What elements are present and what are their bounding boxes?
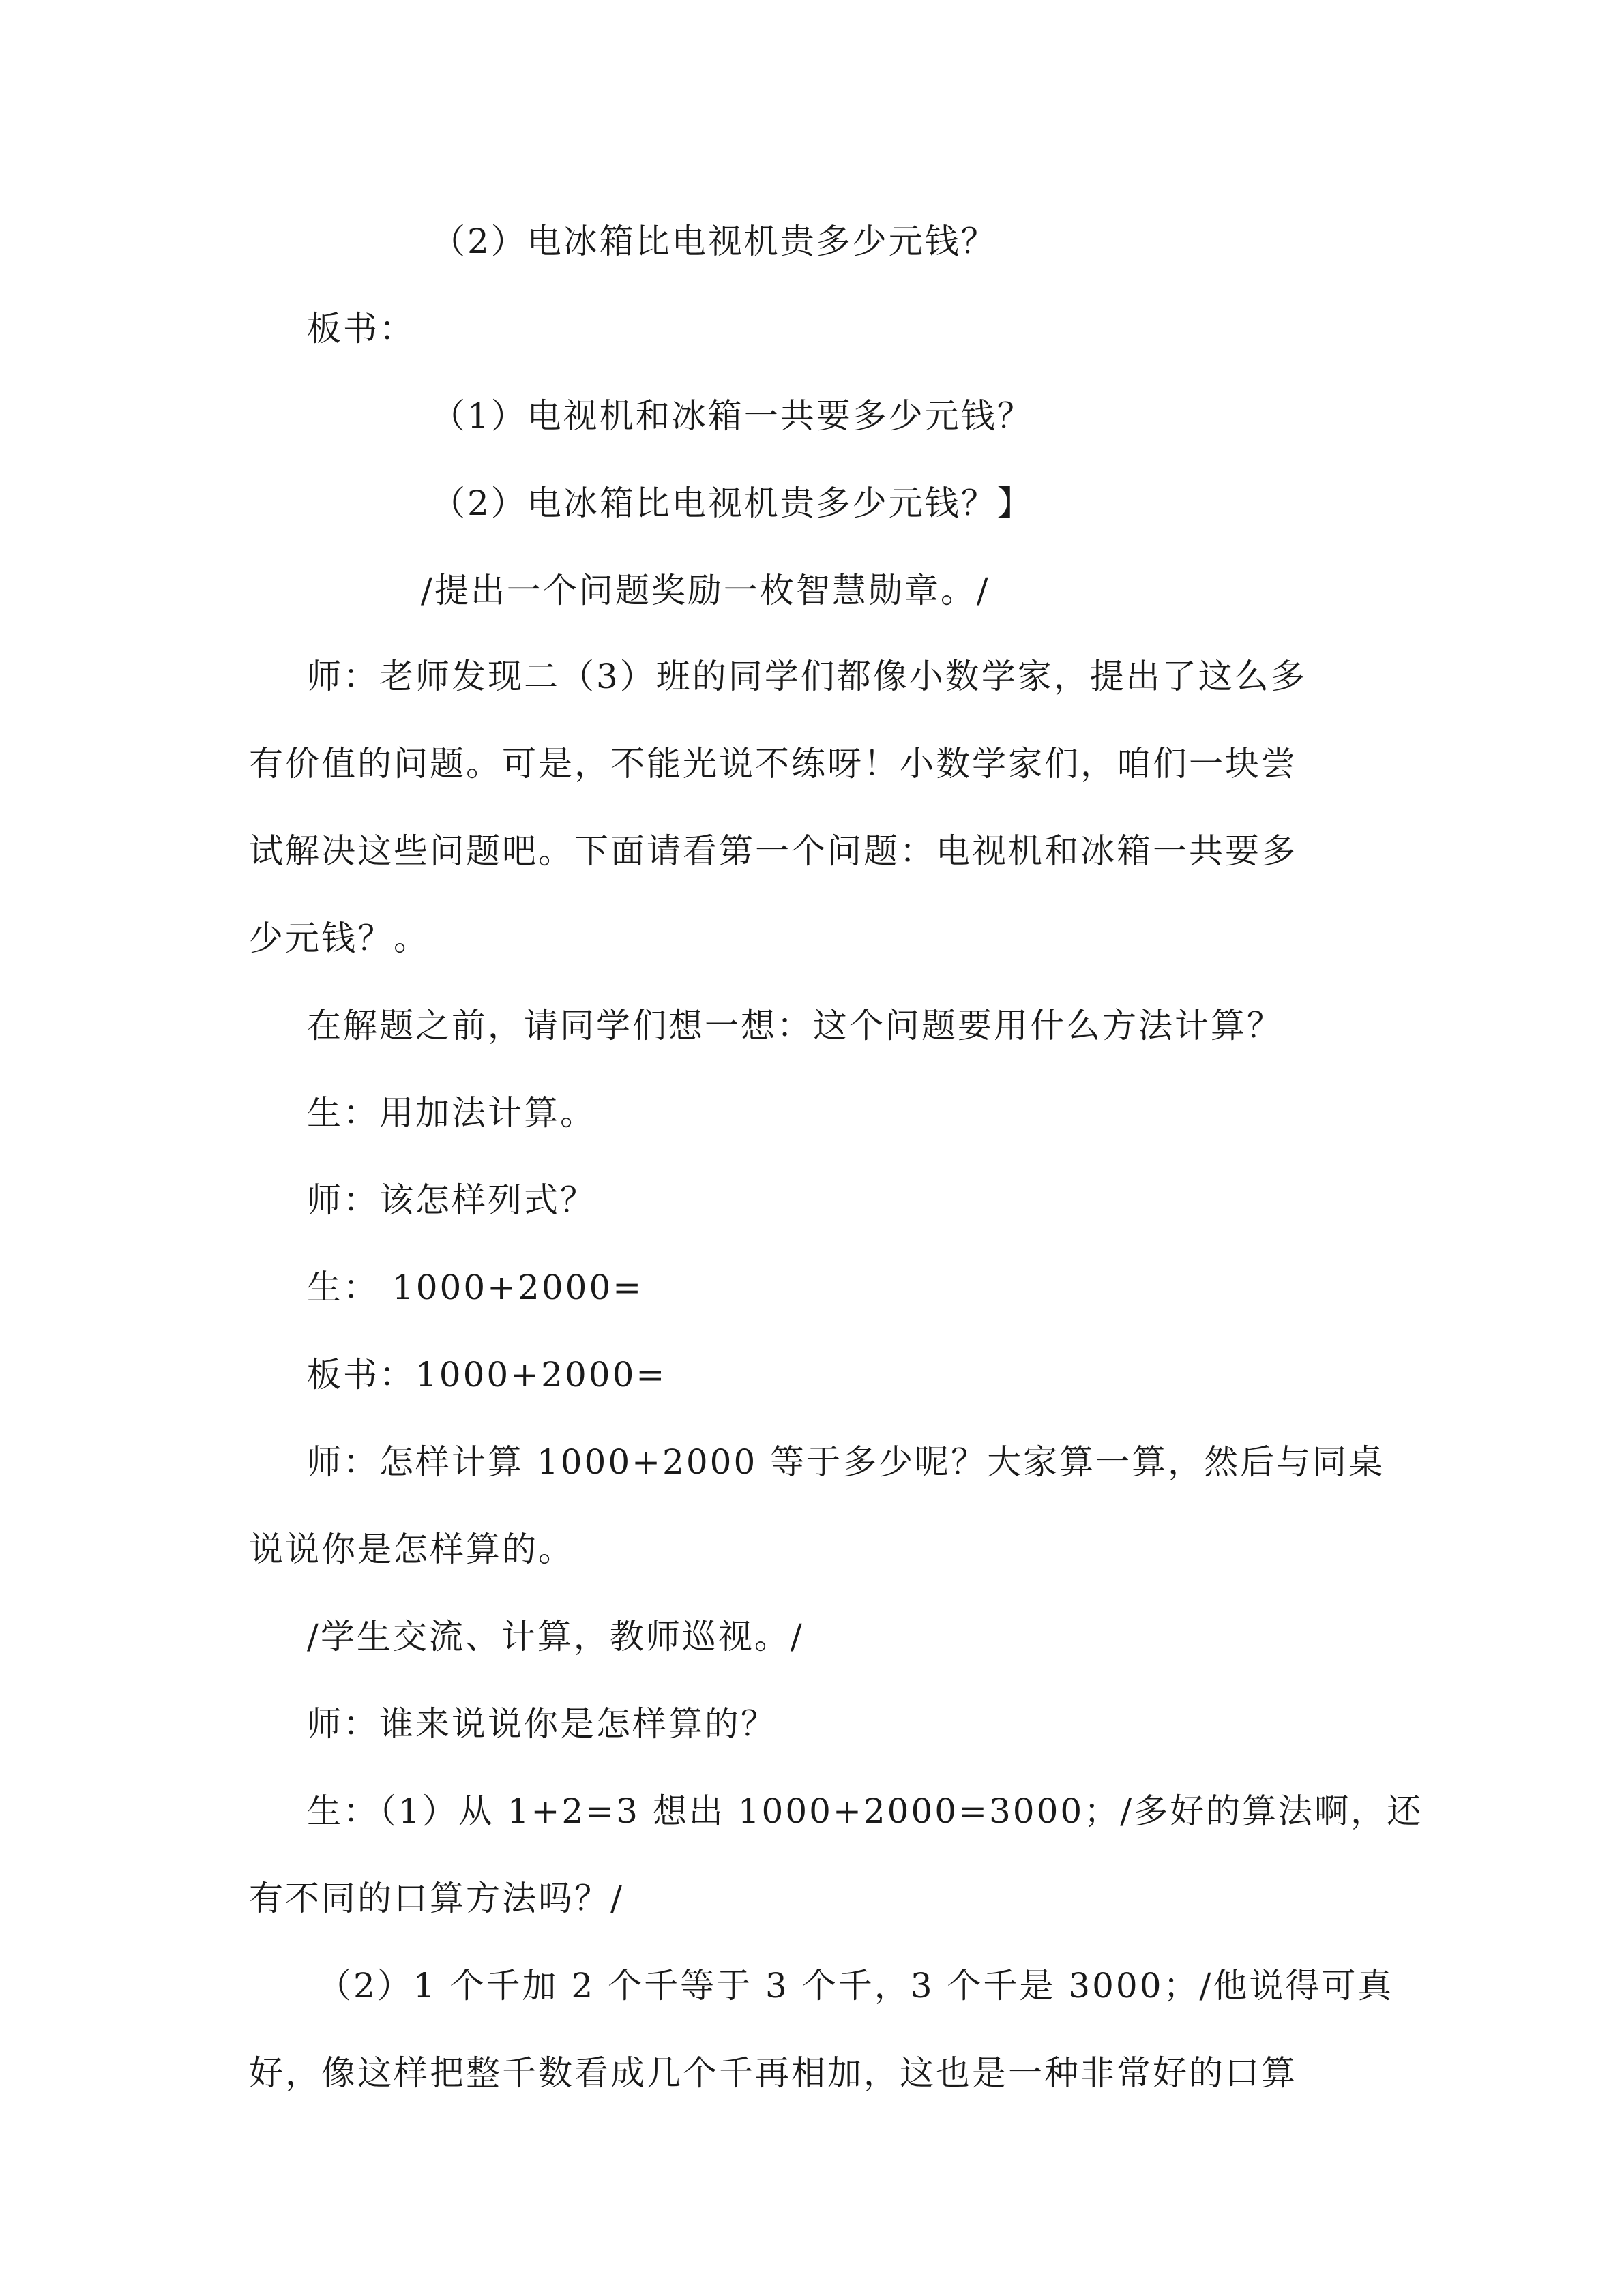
board-label-line: 板书： — [307, 309, 415, 348]
paragraph-line: （2）1 个千加 2 个千等于 3 个千，3 个千是 3000；/他说得可真 — [317, 1966, 1394, 2006]
dialogue-line: 生：用加法计算。 — [307, 1093, 596, 1133]
paragraph-line: 试解决这些问题吧。下面请看第一个问题：电视机和冰箱一共要多 — [249, 831, 1297, 871]
paragraph-line: 在解题之前，请同学们想一想：这个问题要用什么方法计算？ — [307, 1006, 1283, 1045]
paragraph-line: 师：老师发现二（3）班的同学们都像小数学家，提出了这么多 — [307, 657, 1307, 696]
dialogue-line: 师：该怎样列式？ — [307, 1180, 596, 1220]
paragraph-line: 生：（1）从 1+2=3 想出 1000+2000=3000；/多好的算法啊，还 — [307, 1791, 1423, 1831]
paragraph-line: 好，像这样把整千数看成几个千再相加，这也是一种非常好的口算 — [249, 2053, 1297, 2093]
question-2-line: （2）电冰箱比电视机贵多少元钱？ — [431, 222, 997, 261]
dialogue-line: 师：谁来说说你是怎样算的？ — [307, 1704, 777, 1744]
paragraph-line: 少元钱？。 — [249, 919, 430, 958]
paragraph-line: 说说你是怎样算的。 — [249, 1530, 574, 1569]
board-question-1-line: （1）电视机和冰箱一共要多少元钱？ — [431, 396, 1033, 436]
activity-note-line: /学生交流、计算，教师巡视。/ — [307, 1617, 804, 1656]
paragraph-line: 师：怎样计算 1000+2000 等于多少呢？大家算一算，然后与同桌 — [307, 1442, 1385, 1482]
board-equation-line: 板书：1000+2000= — [307, 1355, 667, 1395]
paragraph-line: 有价值的问题。可是，不能光说不练呀！小数学家们，咱们一块尝 — [249, 744, 1297, 784]
paragraph-line: 有不同的口算方法吗？/ — [249, 1879, 624, 1918]
dialogue-line: 生： 1000+2000= — [307, 1268, 644, 1307]
reward-note-line: /提出一个问题奖励一枚智慧勋章。/ — [421, 571, 990, 610]
board-question-2-line: （2）电冰箱比电视机贵多少元钱？】 — [431, 483, 1033, 523]
